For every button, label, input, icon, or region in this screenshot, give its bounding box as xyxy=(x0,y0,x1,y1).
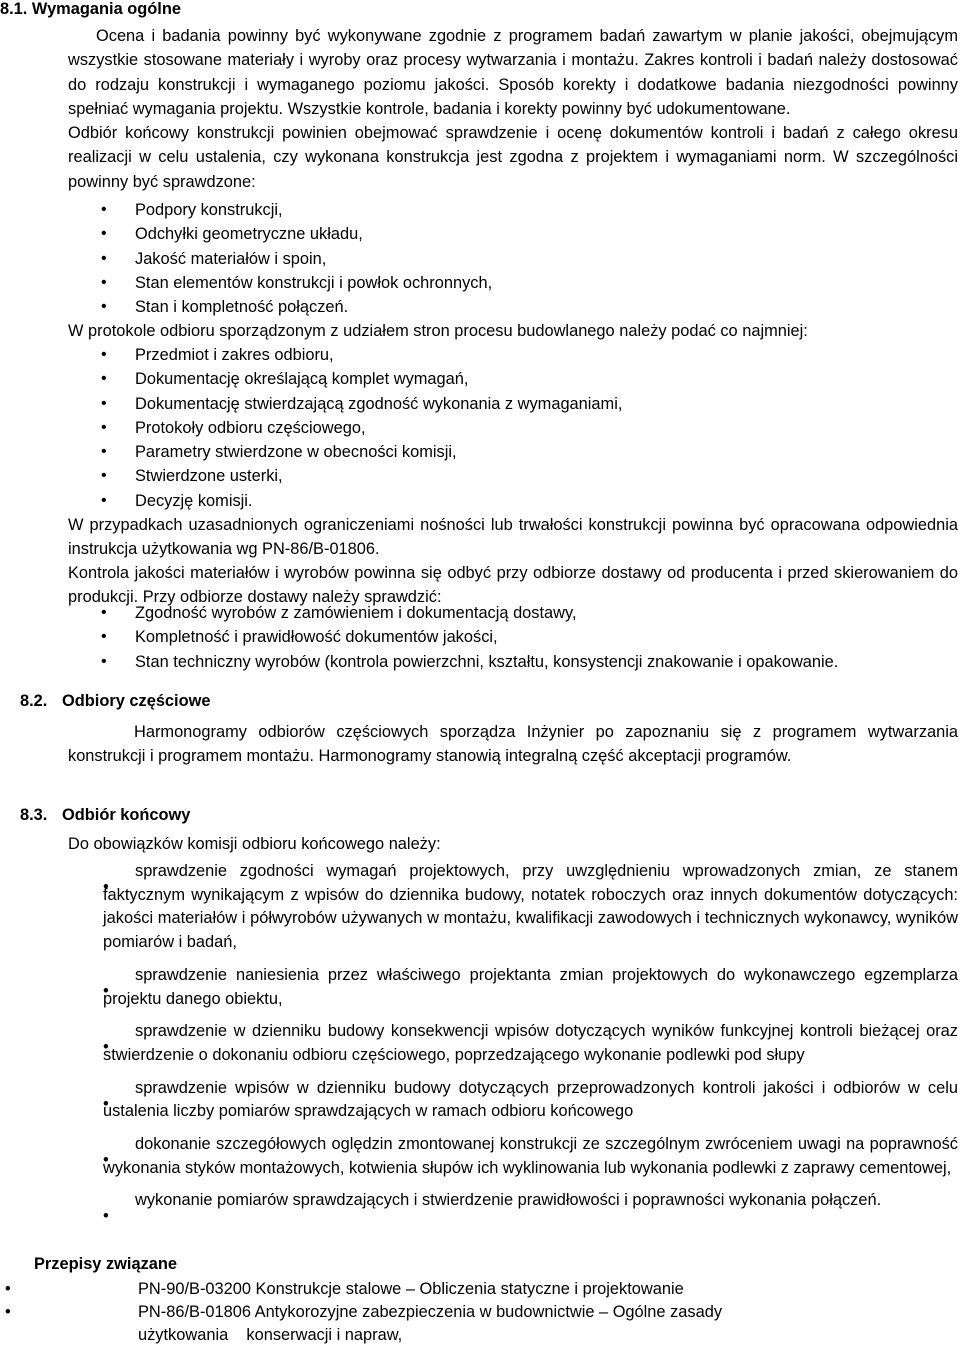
list-item: • Zgodność wyrobów z zamówieniem i dokumentacją dostawy, xyxy=(68,601,958,625)
list-item: • Protokoły odbioru częściowego, xyxy=(68,416,958,440)
section-number: 8.2. xyxy=(20,692,48,710)
list-item-text: dokonanie szczegółowych oględzin zmontowanej konstrukcji ze szczególnym zwróceniem uwagi na poprawność wykonania styków montażowych, kotwienia słupów ich wyklinowania lub wykonania podlewki z zaprawy cementowej, xyxy=(103,1135,958,1177)
section-8-1-heading: 8.1. Wymagania ogólne xyxy=(0,0,181,18)
section-8-2-heading xyxy=(20,692,210,711)
list-item xyxy=(103,1133,958,1180)
paragraph-protocol: W protokole odbioru sporządzonym z udziałem stron procesu budowlanego należy podać co najmniej: xyxy=(68,322,808,340)
list-item xyxy=(103,1020,958,1067)
list-item xyxy=(103,1189,958,1213)
section-8-3-heading xyxy=(20,806,190,825)
standard-line: PN-90/B-03200 Konstrukcje stalowe – Obliczenia statyczne i projektowanie xyxy=(138,1280,684,1298)
list-item-text: sprawdzenie w dzienniku budowy konsekwencji wpisów dotyczących wyników funkcyjnej kontroli bieżącej oraz stwierdzenie o dokonaniu odbioru częściowego, poprzedzającego wykonanie podlewki pod słupy xyxy=(103,1022,958,1064)
bullet: • xyxy=(5,1303,11,1321)
section-number: 8.3. xyxy=(20,806,48,824)
list-item-text: sprawdzenie naniesienia przez właściwego projektanta zmian projektowych do wykonawczego egzemplarza projektu danego obiektu, xyxy=(103,965,958,1008)
list-item xyxy=(0,1278,960,1301)
standard-line: PN-86/B-01806 Antykorozyjne zabezpieczenia w budownictwie – Ogólne zasady xyxy=(138,1303,723,1321)
section-8-2-body xyxy=(68,720,958,769)
list-item: • Stan elementów konstrukcji i powłok ochronnych, xyxy=(68,271,958,295)
list-item: • Stan i kompletność połączeń. xyxy=(68,295,958,319)
list-item xyxy=(103,860,958,955)
list-item: • Stwierdzone usterki, xyxy=(68,464,958,488)
list-item: • Podpory konstrukcji, xyxy=(68,198,958,222)
list-item: • Parametry stwierdzone w obecności komisji, xyxy=(68,440,958,464)
section-8-1-body xyxy=(68,24,958,194)
usage-instruction-block xyxy=(68,513,958,562)
related-standards-list xyxy=(0,1278,960,1347)
paragraph-delivery-check: Kontrola jakości materiałów i wyrobów powinna się odbyć przy odbiorze dostawy od producenta i przed skierowaniem do produkcji. Przy odbiorze dostawy należy sprawdzić: xyxy=(68,564,958,607)
list-item xyxy=(0,1301,960,1347)
section-title: Odbiory częściowe xyxy=(62,692,211,710)
protocol-intro-block xyxy=(68,319,958,343)
list-item: • Dokumentację stwierdzającą zgodność wykonania z wymaganiami, xyxy=(68,392,958,416)
checklist-protocol xyxy=(68,343,958,513)
list-item: • Stan techniczny wyrobów (kontrola powierzchni, kształtu, konsystencji znakowanie i opakowanie. xyxy=(68,650,958,674)
paragraph-commission-duties: Do obowiązków komisji odbioru końcowego należy: xyxy=(68,835,441,853)
paragraph-quality-plan: Ocena i badania powinny być wykonywane zgodnie z programem badań zawartym w planie jakości, obejmującym wszystkie stosowane materiały i wyroby oraz procesy wytwarzania i montażu. Zakres kontroli i badań należy dostosować do rodzaju konstrukcji i wymaganego poziomu jakości. Sposób korekty i dodatkowe badania niezgodności powinny spełniać wymagania projektu. Wszystkie kontrole, badania i korekty powinny być udokumentowane. xyxy=(68,27,958,118)
list-item xyxy=(103,1077,958,1124)
section-8-3-intro-block xyxy=(68,832,958,856)
related-standards-heading: Przepisy związane xyxy=(34,1255,178,1273)
standard-line-continued: użytkowania konserwacji i napraw, xyxy=(138,1326,403,1344)
list-item: • Dokumentację określającą komplet wymagań, xyxy=(68,367,958,391)
section-title: Odbiór końcowy xyxy=(62,806,191,824)
bullet: • xyxy=(5,1280,11,1298)
list-item-text: sprawdzenie wpisów w dzienniku budowy dotyczących przeprowadzonych kontroli jakości i odbiorów w celu ustalenia liczby pomiarów sprawdzających w ramach odbioru końcowego xyxy=(103,1078,958,1121)
commission-duties-list xyxy=(103,860,958,1222)
checklist-inspected xyxy=(68,198,958,319)
paragraph-usage-instruction: W przypadkach uzasadnionych ograniczeniami nośności lub trwałości konstrukcji powinna być opracowana odpowiednia instrukcja użytkowania wg PN-86/B-01806. xyxy=(68,516,958,559)
list-item xyxy=(103,964,958,1011)
list-item: • Kompletność i prawidłowość dokumentów jakości, xyxy=(68,625,958,649)
paragraph-partial-acceptance: Harmonogramy odbiorów częściowych sporządza Inżynier po zapoznaniu się z programem wytwarzania konstrukcji i programem montażu. Harmonogramy stanowią integralną część akceptacji programów. xyxy=(68,723,958,766)
checklist-delivery xyxy=(68,601,958,674)
list-item: • Przedmiot i zakres odbioru, xyxy=(68,343,958,367)
list-item: • Decyzję komisji. xyxy=(68,489,958,513)
list-item: • Odchyłki geometryczne układu, xyxy=(68,222,958,246)
list-item: • Jakość materiałów i spoin, xyxy=(68,247,958,271)
list-item-text: wykonanie pomiarów sprawdzających i stwierdzenie prawidłowości i poprawności wykonania połączeń. xyxy=(135,1191,882,1210)
paragraph-final-acceptance: Odbiór końcowy konstrukcji powinien obejmować sprawdzenie i ocenę dokumentów kontroli i badań z całego okresu realizacji w celu ustalenia, czy wykonana konstrukcja jest zgodna z projektem i wymaganiami norm. W szczególności powinny być sprawdzone: xyxy=(68,124,958,191)
list-item-text: sprawdzenie zgodności wymagań projektowych, przy uwzględnieniu wprowadzonych zmian, ze stanem faktycznym wynikającym z wpisów do dziennika budowy, notatek roboczych oraz innych dokumentów dotyczących: jakości materiałów i półwyrobów używanych w montażu, kwalifikacji zawodowych i technicznych wykonawcy, wyników pomiarów i badań, xyxy=(103,862,958,952)
